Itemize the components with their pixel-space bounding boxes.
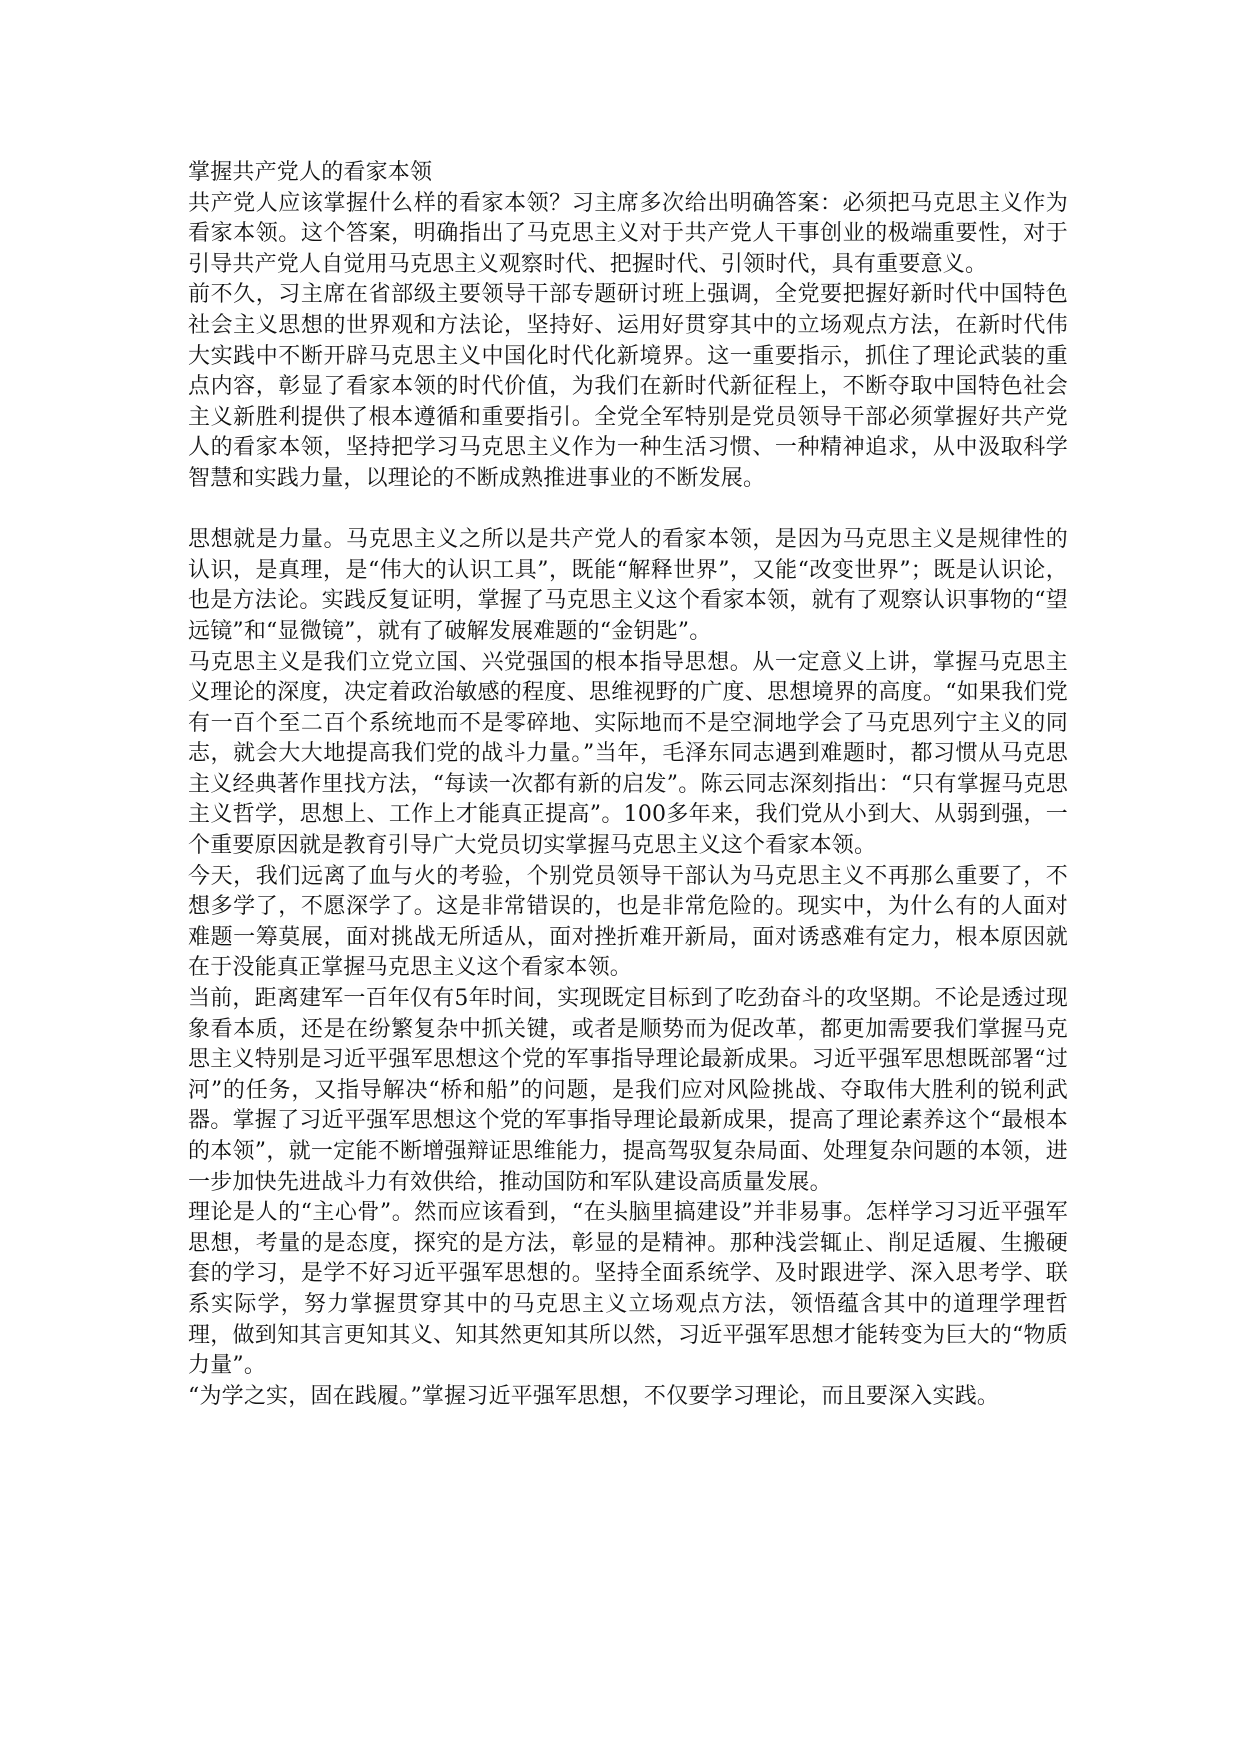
paragraph-1: 共产党人应该掌握什么样的看家本领？习主席多次给出明确答案：必须把马克思主义作为看家本领。这个答案，明确指出了马克思主义对于共产党人干事创业的极端重要性，对于引导共产党人自觉用马克思主义观察时代、把握时代、引领时代，具有重要意义。 <box>188 190 1068 277</box>
paragraph-4: 马克思主义是我们立党立国、兴党强国的根本指导思想。从一定意义上讲，掌握马克思主义理论的深度，决定着政治敏感的程度、思维视野的广度、思想境界的高度。“如果我们党有一百个至二百个系统地而不是零碎地、实际地而不是空洞地学会了马克思列宁主义的同志，就会大大地提高我们党的战斗力量。”当年，毛泽东同志遇到难题时，都习惯从马克思主义经典著作里找方法，“每读一次都有新的启发”。陈云同志深刻指出：“只有掌握马克思主义哲学，思想上、工作上才能真正提高”。100多年来，我们党从小到大、从弱到强，一个重要原因就是教育引导广大党员切实掌握马克思主义这个看家本领。 <box>188 649 1068 859</box>
paragraph-3: 思想就是力量。马克思主义之所以是共产党人的看家本领，是因为马克思主义是规律性的认识，是真理，是“伟大的认识工具”，既能“解释世界”，又能“改变世界”；既是认识论，也是方法论。实践反复证明，掌握了马克思主义这个看家本领，就有了观察认识事物的“望远镜”和“显微镜”，就有了破解发展难题的“金钥匙”。 <box>188 527 1068 644</box>
paragraph-5: 今天，我们远离了血与火的考验，个别党员领导干部认为马克思主义不再那么重要了，不想多学了，不愿深学了。这是非常错误的，也是非常危险的。现实中，为什么有的人面对难题一筹莫展，面对挑战无所适从，面对挫折难开新局，面对诱惑难有定力，根本原因就在于没能真正掌握马克思主义这个看家本领。 <box>188 863 1068 981</box>
paragraph-6: 当前，距离建军一百年仅有5年时间，实现既定目标到了吃劲奋斗的攻坚期。不论是透过现象看本质，还是在纷繁复杂中抓关键，或者是顺势而为促改革，都更加需要我们掌握马克思主义特别是习近平强军思想这个党的军事指导理论最新成果。习近平强军思想既部署“过河”的任务，又指导解决“桥和船”的问题，是我们应对风险挑战、夺取伟大胜利的锐利武器。掌握了习近平强军思想这个党的军事指导理论最新成果，提高了理论素养这个“最根本的本领”，就一定能不断增强辩证思维能力，提高驾驭复杂局面、处理复杂问题的本领，进一步加快先进战斗力有效供给，推动国防和军队建设高质量发展。 <box>188 986 1068 1195</box>
paragraph-7: 理论是人的“主心骨”。然而应该看到，“在头脑里搞建设”并非易事。怎样学习习近平强军思想，考量的是态度，探究的是方法，彰显的是精神。那种浅尝辄止、削足适履、生搬硬套的学习，是学不好习近平强军思想的。坚持全面系统学、及时跟进学、深入思考学、联系实际学，努力掌握贯穿其中的马克思主义立场观点方法，领悟蕴含其中的道理学理哲理，做到知其言更知其义、知其然更知其所以然，习近平强军思想才能转变为巨大的“物质力量”。 <box>188 1200 1068 1379</box>
document-title: 掌握共产党人的看家本领 <box>188 160 433 185</box>
document-body <box>188 158 1068 1412</box>
paragraph-8: “为学之实，固在践履。”掌握习近平强军思想，不仅要学习理论，而且要深入实践。 <box>188 1383 1000 1409</box>
paragraph-gap <box>188 495 1068 526</box>
paragraph-2: 前不久，习主席在省部级主要领导干部专题研讨班上强调，全党要把握好新时代中国特色社会主义思想的世界观和方法论，坚持好、运用好贯穿其中的立场观点方法，在新时代伟大实践中不断开辟马克思主义中国化时代化新境界。这一重要指示，抓住了理论武装的重点内容，彰显了看家本领的时代价值，为我们在新时代新征程上，不断夺取中国特色社会主义新胜利提供了根本遵循和重要指引。全党全军特别是党员领导干部必须掌握好共产党人的看家本领，坚持把学习马克思主义作为一种生活习惯、一种精神追求，从中汲取科学智慧和实践力量，以理论的不断成熟推进事业的不断发展。 <box>188 282 1068 491</box>
